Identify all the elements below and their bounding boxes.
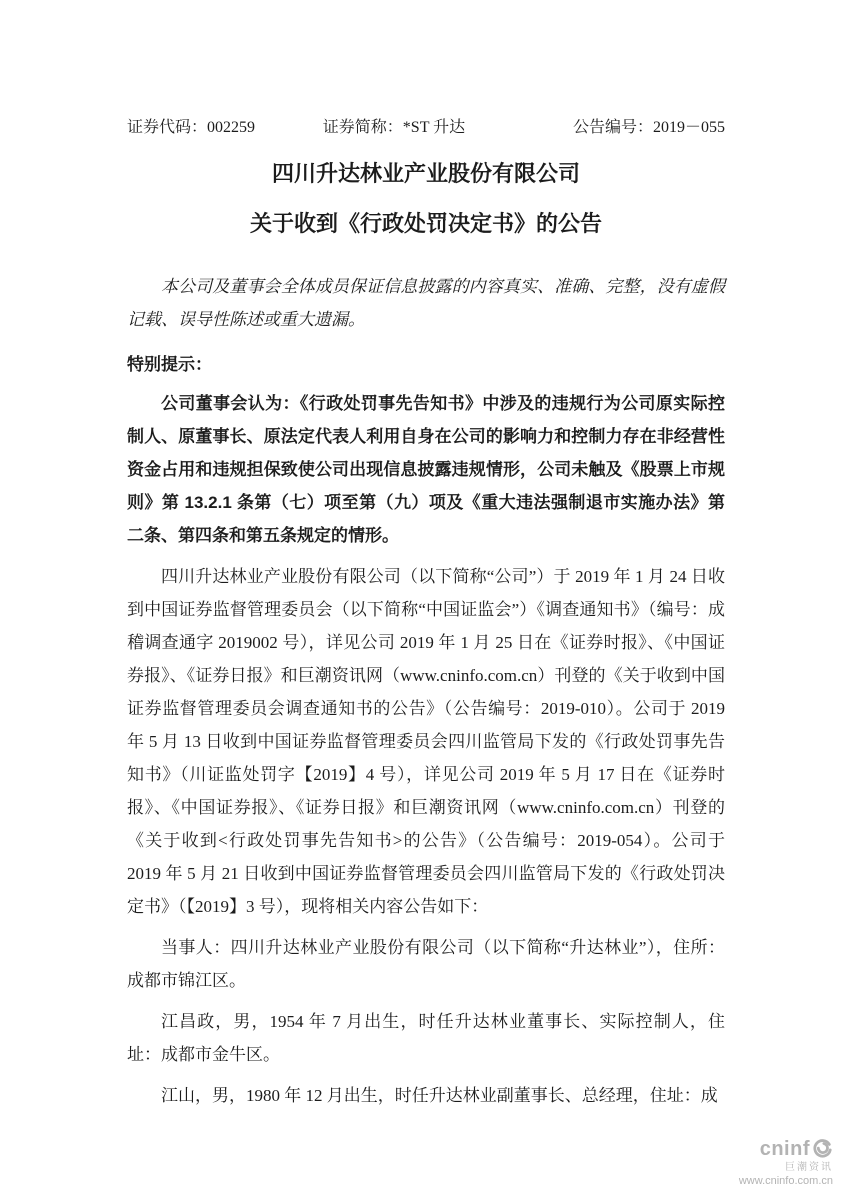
- cninfo-url-text: www.cninfo.com.cn: [738, 1175, 833, 1188]
- party-paragraph: 当事人：四川升达林业产业股份有限公司（以下简称“升达林业”），住所：成都市锦江区。: [127, 938, 725, 990]
- cninfo-logo-text: cninf: [759, 1137, 810, 1160]
- person1-paragraph: 江昌政，男，1954 年 7 月出生，时任升达林业董事长、实际控制人，住址：成都市金牛区。: [127, 1012, 725, 1064]
- document-header: [127, 116, 725, 140]
- person2-paragraph: 江山，男，1980 年 12 月出生，时任升达林业副董事长、总经理，住址：成: [161, 1086, 718, 1105]
- cninfo-swirl-icon: [811, 1138, 833, 1160]
- main-paragraph: 四川升达林业产业股份有限公司（以下简称“公司”）于 2019 年 1 月 24 日收到中国证券监督管理委员会（以下简称“中国证监会”）《调查通知书》（编号：成稽调查通字 2019002 号），详见公司 2019 年 1 月 25 日在《证券时报》、《中国证券报》、《证券日报》和巨潮资讯网（www.cninfo.com.cn）刊登的《关于收到中国证券监督管理委员会调查通知书的公告》（公告编号：2019-010）。公司于 2019 年 5 月 13 日收到中国证券监督管理委员会四川监管局下发的《行政处罚事先告知书》（川证监处罚字【2019】4 号），详见公司 2019 年 5 月 17 日在《证券时报》、《中国证券报》、《证券日报》和巨潮资讯网（www.cninfo.com.cn）刊登的《关于收到<行政处罚事先告知书>的公告》（公告编号：2019-054）。公司于 2019 年 5 月 21 日收到中国证券监督管理委员会四川监管局下发的《行政处罚决定书》（【2019】3 号），现将相关内容公告如下：: [127, 567, 725, 916]
- announcement-title: 关于收到《行政处罚决定书》的公告: [249, 211, 602, 236]
- cninfo-brand-text: 巨潮资讯: [785, 1161, 833, 1173]
- stock-code: 证券代码：002259: [127, 119, 256, 136]
- board-opinion-paragraph: 公司董事会认为：《行政处罚事先告知书》中涉及的违规行为公司原实际控制人、原董事长、原法定代表人利用自身在公司的影响力和控制力存在非经营性资金占用和违规担保致使公司出现信息披露违规情形，公司未触及《股票上市规则》第 13.2.1 条第（七）项至第（九）项及《重大违法强制退市实施办法》第二条、第四条和第五条规定的情形。: [127, 394, 725, 545]
- announcement-number: 公告编号：2019－055: [572, 119, 725, 136]
- stock-short-name: 证券简称：*ST 升达: [322, 119, 466, 136]
- company-title: 四川升达林业产业股份有限公司: [271, 161, 580, 186]
- disclaimer-paragraph: 本公司及董事会全体成员保证信息披露的内容真实、准确、完整，没有虚假记载、误导性陈述或重大遗漏。: [127, 277, 725, 329]
- cninfo-logo: [739, 1138, 833, 1161]
- cninfo-watermark: [739, 1138, 833, 1188]
- special-notice-label: 特别提示：: [127, 355, 212, 374]
